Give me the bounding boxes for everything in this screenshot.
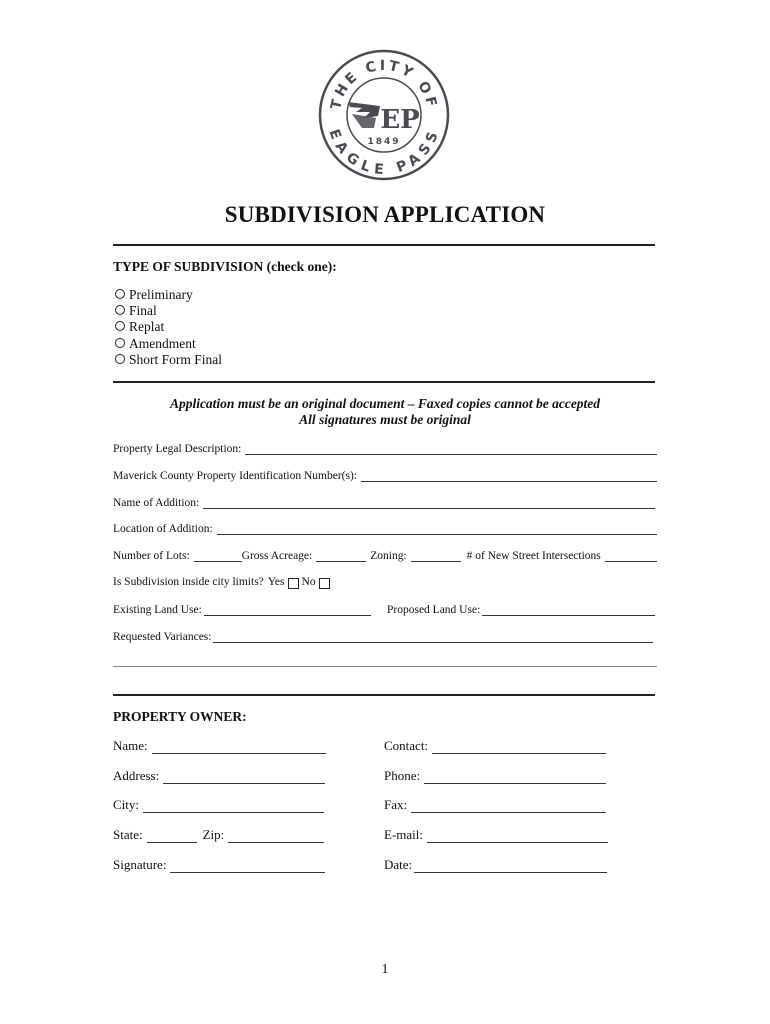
gross-acreage-input[interactable] (316, 551, 366, 562)
existing-land-use-label: Existing Land Use: (113, 604, 202, 616)
field-location-of-addition[interactable] (113, 523, 657, 535)
name-of-addition-label: Name of Addition: (113, 497, 200, 509)
title-divider (113, 244, 655, 246)
owner-email-input[interactable] (427, 830, 608, 843)
gross-acreage-label: Gross Acreage: (241, 550, 313, 562)
option-short-form-final-label: Short Form Final (129, 352, 223, 367)
county-id-input[interactable] (361, 471, 657, 482)
field-owner-city[interactable] (113, 797, 324, 813)
field-owner-name[interactable] (113, 738, 326, 754)
existing-land-use-input[interactable] (204, 605, 371, 616)
owner-address-input[interactable] (163, 771, 325, 784)
option-preliminary-label: Preliminary (129, 287, 193, 302)
owner-phone-input[interactable] (424, 771, 606, 784)
owner-city-input[interactable] (143, 800, 324, 813)
seal-bottom-text: EAGLE PASS (325, 127, 443, 178)
option-replat-label: Replat (129, 319, 165, 334)
owner-name-input[interactable] (152, 741, 326, 754)
proposed-land-use-input[interactable] (482, 605, 655, 616)
number-of-lots-label: Number of Lots: (113, 550, 190, 562)
option-final[interactable] (115, 303, 157, 319)
field-county-id[interactable] (113, 470, 657, 482)
owner-signature-input[interactable] (170, 860, 325, 873)
new-street-intersections-input[interactable] (605, 551, 657, 562)
yes-label: Yes (267, 576, 285, 588)
page-title: SUBDIVISION APPLICATION (224, 202, 546, 227)
owner-city-label: City: (113, 797, 140, 812)
owner-zip-input[interactable] (228, 830, 324, 843)
radio-amendment[interactable] (115, 338, 125, 348)
number-of-lots-input[interactable] (194, 551, 242, 562)
field-proposed-land-use[interactable] (387, 604, 655, 616)
seal-year: 1849 (367, 137, 401, 147)
type-of-subdivision-heading: TYPE OF SUBDIVISION (check one): (113, 259, 337, 274)
option-replat[interactable] (115, 319, 164, 335)
city-seal (318, 44, 450, 186)
owner-name-label: Name: (113, 738, 148, 753)
option-preliminary[interactable] (115, 287, 193, 303)
owner-fax-input[interactable] (411, 800, 606, 813)
field-owner-date[interactable] (384, 857, 607, 873)
proposed-land-use-label: Proposed Land Use: (387, 604, 481, 616)
field-owner-address[interactable] (113, 768, 325, 784)
requested-variances-input[interactable] (213, 632, 653, 643)
option-short-form-final[interactable] (115, 352, 222, 368)
radio-final[interactable] (115, 305, 125, 315)
legal-description-label: Property Legal Description: (113, 443, 242, 455)
owner-contact-label: Contact: (384, 738, 429, 753)
field-legal-description[interactable] (113, 443, 657, 455)
field-owner-state-zip (113, 827, 324, 843)
option-amendment[interactable] (115, 336, 196, 352)
property-owner-heading: PROPERTY OWNER: (113, 709, 247, 724)
seal-top-text: THE CITY OF (328, 57, 440, 112)
field-owner-email[interactable] (384, 827, 608, 843)
eagle-wing-icon (348, 102, 380, 118)
field-owner-phone[interactable] (384, 768, 606, 784)
options-divider (113, 381, 655, 383)
location-of-addition-input[interactable] (217, 524, 657, 535)
radio-short-form-final[interactable] (115, 354, 125, 364)
owner-divider (113, 694, 655, 696)
owner-fax-label: Fax: (384, 797, 408, 812)
owner-address-label: Address: (113, 768, 160, 783)
field-owner-contact[interactable] (384, 738, 606, 754)
owner-date-label: Date: (384, 857, 413, 872)
field-owner-signature[interactable] (113, 857, 325, 873)
owner-state-input[interactable] (147, 830, 197, 843)
owner-phone-label: Phone: (384, 768, 421, 783)
radio-replat[interactable] (115, 321, 125, 331)
yes-checkbox[interactable] (288, 578, 299, 589)
option-amendment-label: Amendment (129, 336, 196, 351)
name-of-addition-input[interactable] (203, 498, 655, 509)
owner-email-label: E-mail: (384, 827, 423, 842)
owner-signature-label: Signature: (113, 857, 167, 872)
notice-line-2: All signatures must be original (299, 412, 471, 427)
zoning-label: Zoning: (370, 550, 407, 562)
owner-contact-input[interactable] (432, 741, 606, 754)
seal-monogram: EP (380, 105, 420, 135)
requested-variances-line-2[interactable] (113, 666, 657, 667)
zoning-input[interactable] (411, 551, 461, 562)
field-row-lots-acreage-zoning (113, 550, 657, 562)
inside-city-limits-label: Is Subdivision inside city limits? (113, 576, 264, 588)
field-existing-land-use[interactable] (113, 604, 371, 616)
field-inside-city-limits (113, 576, 333, 588)
field-name-of-addition[interactable] (113, 497, 655, 509)
page-number: 1 (381, 962, 389, 977)
legal-description-input[interactable] (245, 444, 657, 455)
owner-date-input[interactable] (414, 860, 607, 873)
no-label: No (301, 576, 316, 588)
field-requested-variances[interactable] (113, 631, 653, 643)
owner-state-label: State: (113, 827, 143, 842)
new-street-intersections-label: # of New Street Intersections (466, 550, 601, 562)
location-of-addition-label: Location of Addition: (113, 523, 213, 535)
county-id-label: Maverick County Property Identification Number(s): (113, 470, 357, 482)
field-owner-fax[interactable] (384, 797, 606, 813)
notice-line-1: Application must be an original document – Faxed copies cannot be accepted (169, 396, 601, 411)
seal-graphic (318, 44, 450, 186)
no-checkbox[interactable] (319, 578, 330, 589)
option-final-label: Final (129, 303, 157, 318)
owner-zip-label: Zip: (202, 827, 225, 842)
requested-variances-label: Requested Variances: (113, 631, 212, 643)
radio-preliminary[interactable] (115, 289, 125, 299)
